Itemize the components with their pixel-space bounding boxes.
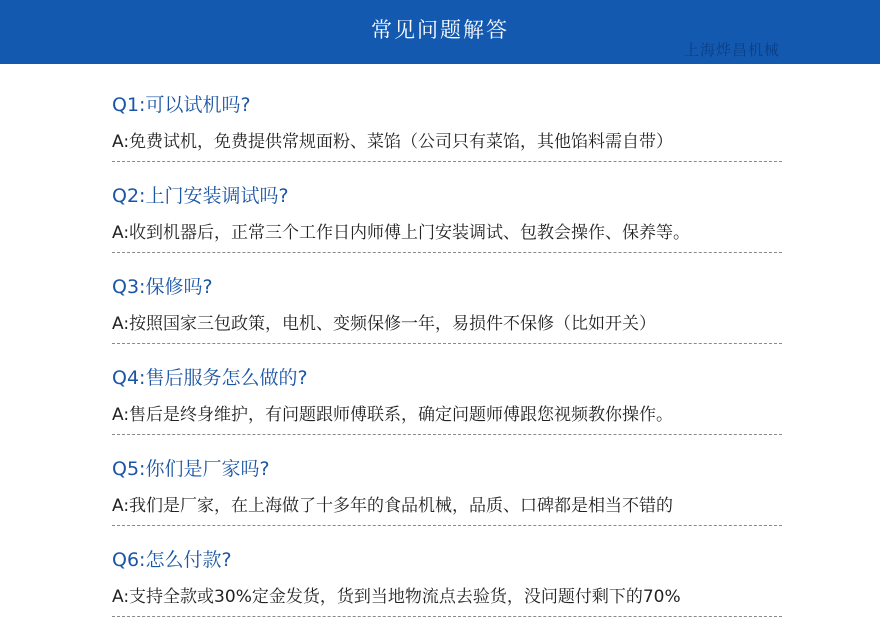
faq-item-2 (112, 155, 782, 246)
faq-item-1 (112, 64, 782, 155)
faq-item-5 (112, 428, 782, 519)
faq-question: Q5:你们是厂家吗? (112, 458, 270, 480)
faq-answer: A:我们是厂家，在上海做了十多年的食品机械，品质、口碑都是相当不错的 (112, 496, 674, 516)
faq-answer: A:按照国家三包政策，电机、变频保修一年，易损件不保修（比如开关） (112, 314, 657, 334)
faq-question: Q3:保修吗? (112, 276, 213, 298)
faq-question: Q4:售后服务怎么做的? (112, 367, 308, 389)
faq-answer: A:收到机器后，正常三个工作日内师傅上门安装调试、包教会操作、保养等。 (112, 223, 691, 243)
faq-question: Q6:怎么付款? (112, 549, 232, 571)
faq-item-3 (112, 246, 782, 337)
faq-item-6 (112, 519, 782, 610)
faq-list (112, 64, 782, 610)
header-banner (0, 0, 880, 64)
faq-question: Q2:上门安装调试吗? (112, 185, 289, 207)
page-title: 常见问题解答 (371, 18, 509, 42)
faq-divider (112, 616, 782, 617)
faq-question: Q1:可以试机吗? (112, 94, 251, 116)
faq-answer: A:免费试机，免费提供常规面粉、菜馅（公司只有菜馅，其他馅料需自带） (112, 132, 674, 152)
brand-name: 上海烨昌机械 (683, 41, 780, 59)
faq-answer: A:售后是终身维护，有问题跟师傅联系，确定问题师傅跟您视频教你操作。 (112, 405, 674, 425)
faq-item-4 (112, 337, 782, 428)
faq-answer: A:支持全款或30%定金发货，货到当地物流点去验货，没问题付剩下的70% (112, 587, 681, 607)
